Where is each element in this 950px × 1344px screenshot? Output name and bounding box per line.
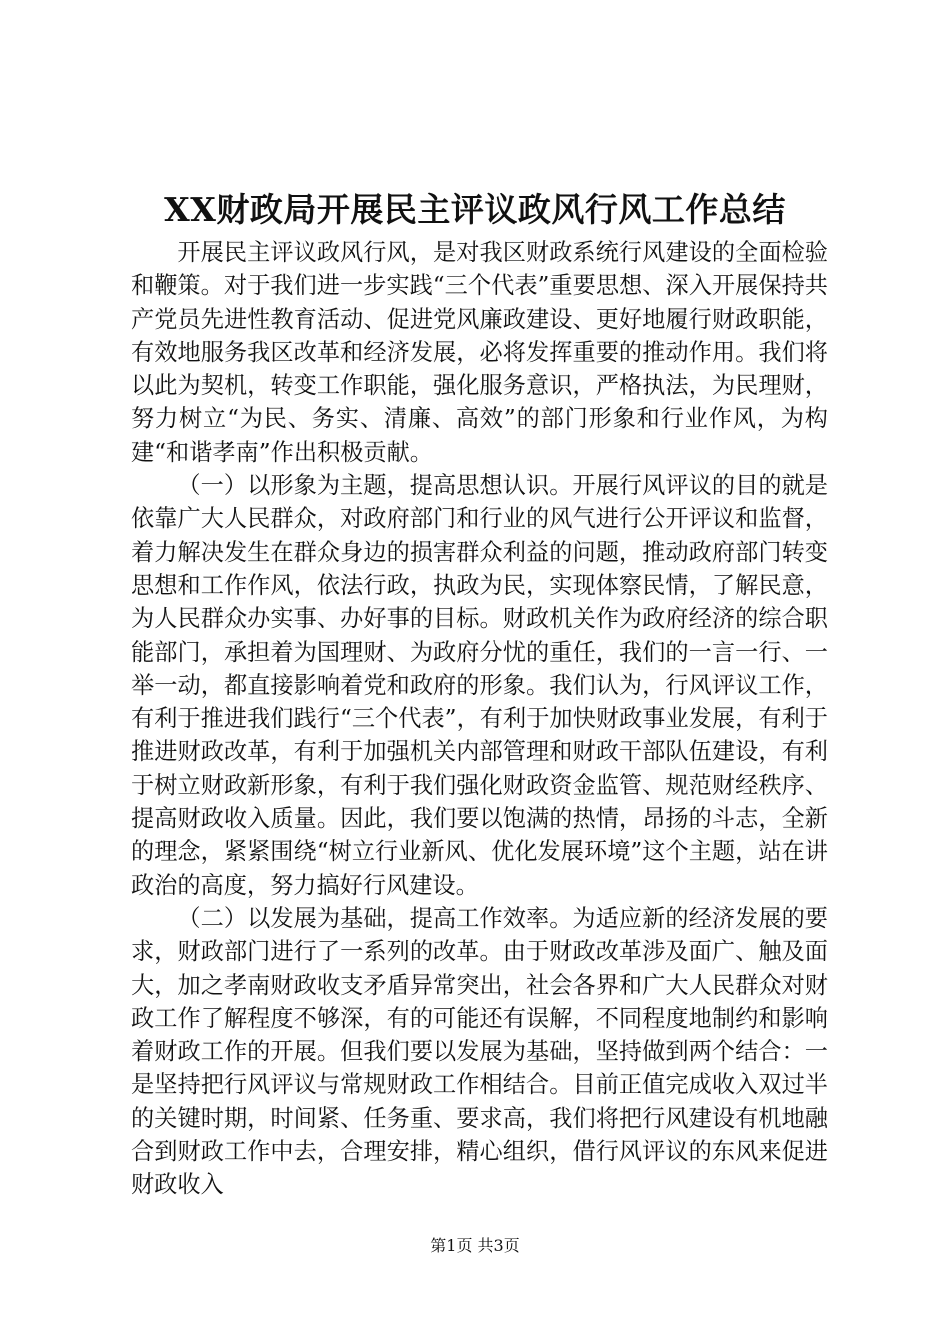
paragraph-section-1: （一）以形象为主题，提高思想认识。开展行风评议的目的就是依靠广大人民群众，对政府部门和行业的风气进行公开评议和监督，着力解决发生在群众身边的损害群众利益的问题，推动政府部门转变思想和工作作风，依法行政，执政为民，实现体察民情，了解民意，为人民群众办实事、办好事的目标。财政机关作为政府经济的综合职能部门，承担着为国理财、为政府分忧的重任，我们的一言一行、一举一动，都直接影响着党和政府的形象。我们认为，行风评议工作，有利于推进我们践行“三个代表”，有利于加快财政事业发展，有利于推进财政改革，有利于加强机关内部管理和财政干部队伍建设，有利于树立财政新形象，有利于我们强化财政资金监管、规范财经秩序、提高财政收入质量。因此，我们要以饱满的热情，昂扬的斗志，全新的理念，紧紧围绕“树立行业新风、优化发展环境”这个主题，站在讲政治的高度，努力搞好行风建设。 xyxy=(131,472,828,899)
paragraph-section-2: （二）以发展为基础，提高工作效率。为适应新的经济发展的要求，财政部门进行了一系列的改革。由于财政改革涉及面广、触及面大，加之孝南财政收支矛盾异常突出，社会各界和广大人民群众对财政工作了解程度不够深，有的可能还有误解，不同程度地制约和影响着财政工作的开展。但我们要以发展为基础，坚持做到两个结合：一是坚持把行风评议与常规财政工作相结合。目前正值完成收入双过半的关键时期，时间紧、任务重、要求高，我们将把行风建设有机地融合到财政工作中去，合理安排，精心组织，借行风评议的东风来促进财政收入 xyxy=(131,904,828,1199)
paragraph-intro: 开展民主评议政风行风，是对我区财政系统行风建设的全面检验和鞭策。对于我们进一步实践“三个代表”重要思想、深入开展保持共产党员先进性教育活动、促进党风廉政建设、更好地履行财政职能，有效地服务我区改革和经济发展，必将发挥重要的推动作用。我们将以此为契机，转变工作职能，强化服务意识，严格执法，为民理财，努力树立“为民、务实、清廉、高效”的部门形象和行业作风，为构建“和谐孝南”作出积极贡献。 xyxy=(131,239,828,466)
document-body xyxy=(131,236,828,1202)
page-number-footer: 第1页 共3页 xyxy=(430,1236,520,1255)
document-title: XX财政局开展民主评议政风行风工作总结 xyxy=(164,190,786,229)
